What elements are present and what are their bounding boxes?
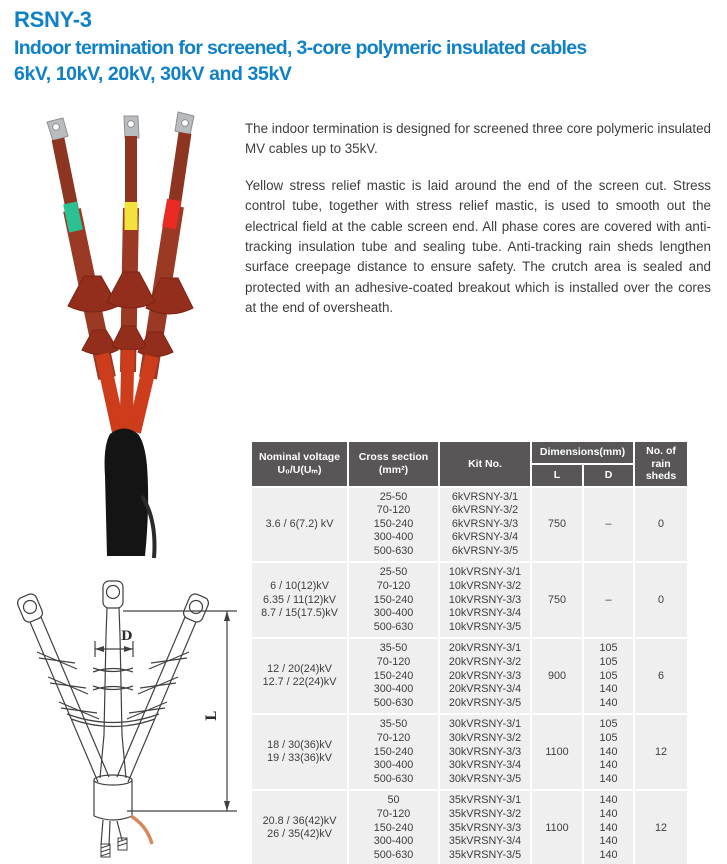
dim-l-cell: 900 — [531, 638, 583, 714]
left-cable — [47, 118, 119, 432]
voltage-cell: 12 / 20(24)kV 12.7 / 22(24)kV — [251, 638, 348, 714]
intro-paragraph-1: The indoor termination is designed for screened three core polymeric insulated MV cables up to 35kV. — [245, 121, 711, 157]
header-dim-l: L — [531, 464, 583, 487]
right-cable — [134, 112, 194, 432]
table-row-6kv — [251, 487, 688, 563]
cross-section-cell: 35-50 70-120 150-240 300-400 500-630 — [348, 638, 439, 714]
table-row-30kv — [251, 714, 688, 790]
termination-photo-illustration — [6, 110, 238, 568]
dim-l-cell: 750 — [531, 487, 583, 563]
header-rain-sheds: No. of rain sheds — [634, 441, 688, 487]
cross-section-cell: 25-50 70-120 150-240 300-400 500-630 — [348, 562, 439, 638]
header-dim-d: D — [583, 464, 634, 487]
rain-sheds-cell: 0 — [634, 562, 688, 638]
rain-sheds-cell: 0 — [634, 487, 688, 563]
table-row-10kv — [251, 562, 688, 638]
header-kit-no: Kit No. — [439, 441, 531, 487]
termination-line-drawing — [5, 573, 245, 864]
page-title — [14, 5, 719, 87]
intro-text — [245, 119, 711, 335]
voltage-cell: 6 / 10(12)kV 6.35 / 11(12)kV 8.7 / 15(17.5)kV — [251, 562, 348, 638]
kit-no-cell: 20kVRSNY-3/1 20kVRSNY-3/2 20kVRSNY-3/3 20kVRSNY-3/4 20kVRSNY-3/5 — [439, 638, 531, 714]
spec-table-body — [251, 487, 688, 864]
dim-d-cell: 105 105 105 140 140 — [583, 638, 634, 714]
kit-no-cell: 35kVRSNY-3/1 35kVRSNY-3/2 35kVRSNY-3/3 35kVRSNY-3/4 35kVRSNY-3/5 — [439, 790, 531, 864]
product-photo — [6, 110, 238, 568]
header-dimensions: Dimensions(mm) — [531, 441, 634, 464]
dimension-label-l: L — [204, 711, 220, 721]
dimension-arrows — [95, 611, 230, 811]
intro-paragraph-2: Yellow stress relief mastic is laid around the end of the screen cut. Stress control tube, together with stress relief mastic, is used to smooth out the electrical field at the cable screen end. All phase cores are covered with anti-tracking insulation tube and sealing tube. Anti-tracking rain sheds lengthen surface creepage distance to ensure safety. The crutch area is sealed and protected with an adhesive-coated breakout which is installed over the cores at the end of oversheath. — [245, 177, 711, 316]
product-title: Indoor termination for screened, 3-core polymeric insulated cables — [14, 37, 587, 59]
voltage-cell: 20.8 / 36(42)kV 26 / 35(42)kV — [251, 790, 348, 864]
dim-l-cell: 1100 — [531, 790, 583, 864]
rain-sheds-cell: 12 — [634, 790, 688, 864]
kit-no-cell: 30kVRSNY-3/1 30kVRSNY-3/2 30kVRSNY-3/3 30kVRSNY-3/4 30kVRSNY-3/5 — [439, 714, 531, 790]
dim-d-cell: 140 140 140 140 140 — [583, 790, 634, 864]
dimension-drawing — [5, 573, 245, 864]
table-row-20kv — [251, 638, 688, 714]
dimension-label-d: D — [121, 629, 133, 644]
earth-wire — [131, 816, 152, 844]
dim-l-cell: 750 — [531, 562, 583, 638]
spec-table — [250, 440, 689, 864]
cross-section-cell: 35-50 70-120 150-240 300-400 500-630 — [348, 714, 439, 790]
spec-table-wrap — [250, 440, 687, 864]
dim-l-cell: 1100 — [531, 714, 583, 790]
header-nominal-voltage: Nominal voltage U₀/U(Uₘ) — [251, 441, 348, 487]
header-cross-section: Cross section (mm²) — [348, 441, 439, 487]
dim-d-cell: – — [583, 562, 634, 638]
voltage-cell: 18 / 30(36)kV 19 / 33(36)kV — [251, 714, 348, 790]
voltage-range: 6kV, 10kV, 20kV, 30kV and 35kV — [14, 63, 292, 85]
product-code: RSNY-3 — [14, 7, 92, 32]
rain-sheds-cell: 6 — [634, 638, 688, 714]
cross-section-cell: 25-50 70-120 150-240 300-400 500-630 — [348, 487, 439, 563]
breakout-boot — [105, 429, 155, 559]
dim-d-cell: 105 105 140 140 140 — [583, 714, 634, 790]
kit-no-cell: 10kVRSNY-3/1 10kVRSNY-3/2 10kVRSNY-3/3 10kVRSNY-3/4 10kVRSNY-3/5 — [439, 562, 531, 638]
kit-no-cell: 6kVRSNY-3/1 6kVRSNY-3/2 6kVRSNY-3/3 6kVRSNY-3/4 6kVRSNY-3/5 — [439, 487, 531, 563]
rain-sheds-cell: 12 — [634, 714, 688, 790]
dim-d-cell: – — [583, 487, 634, 563]
cross-section-cell: 50 70-120 150-240 300-400 500-630 — [348, 790, 439, 864]
spec-table-header — [251, 441, 688, 487]
voltage-cell: 3.6 / 6(7.2) kV — [251, 487, 348, 563]
table-row-35kv — [251, 790, 688, 864]
